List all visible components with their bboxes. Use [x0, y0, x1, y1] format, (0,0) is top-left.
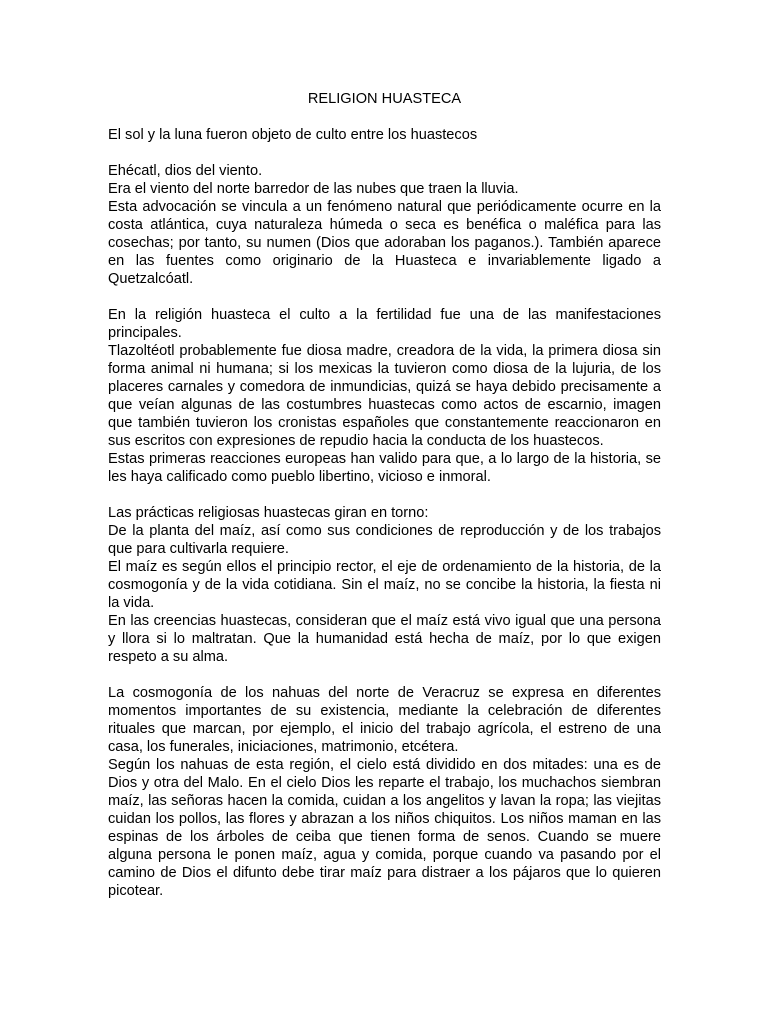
paragraph-cielo: Según los nahuas de esta región, el cielo está dividido en dos mitades: una es de Dios y otra del Malo. En el cielo Dios les reparte el trabajo, los muchachos siembran maíz, las señoras hacen la comida, cuidan a los angelitos y lavan la ropa; las viejitas cuidan los pollos, las flores y abrazan a los niños chiquitos. Los niños maman en las espinas de los árboles de ceiba que tienen forma de senos. Cuando se muere alguna persona le ponen maíz, agua y comida, porque cuando va pasando por el camino de Dios el difunto debe tirar maíz para distraer a los pájaros que lo quieren picotear. — [108, 757, 661, 899]
paragraph-gap — [108, 144, 661, 162]
paragraph-gap — [108, 288, 661, 306]
paragraph-principio-rector: El maíz es según ellos el principio rector, el eje de ordenamiento de la historia, de la cosmogonía y de la vida cotidiana. Sin el maíz, no se concibe la historia, la fiesta ni la vida. — [108, 559, 661, 611]
paragraph-tlazolteotl: Tlazoltéotl probablemente fue diosa madre, creadora de la vida, la primera diosa sin forma animal ni humana; si los mexicas la tuvieron como diosa de la lujuria, de los placeres carnales y comedora de inmundicias, quizá se haya debido precisamente a que veían algunas de las costumbres huastecas como actos de escarnio, imagen que también tuvieron los cronistas españoles que constantemente reaccionaron en sus escritos con expresiones de repudio hacia la conducta de los huastecos. — [108, 343, 661, 449]
paragraph-practicas: Las prácticas religiosas huastecas giran en torno: — [108, 505, 429, 521]
document-body — [108, 90, 661, 900]
paragraph-creencias: En las creencias huastecas, consideran que el maíz está vivo igual que una persona y llora si lo maltratan. Que la humanidad está hecha de maíz, por lo que exigen respeto a su alma. — [108, 613, 661, 665]
paragraph-reacciones-europeas: Estas primeras reacciones europeas han valido para que, a lo largo de la historia, se les haya calificado como pueblo libertino, vicioso e inmoral. — [108, 451, 661, 485]
paragraph-cosmogonia: La cosmogonía de los nahuas del norte de Veracruz se expresa en diferentes momentos importantes de su existencia, mediante la celebración de diferentes rituales que marcan, por ejemplo, el inicio del trabajo agrícola, el estreno de una casa, los funerales, iniciaciones, matrimonio, etcétera. — [108, 685, 661, 755]
paragraph-ehecatl: Ehécatl, dios del viento. — [108, 163, 263, 179]
paragraph-gap — [108, 486, 661, 504]
intro-paragraph: El sol y la luna fueron objeto de culto entre los huastecos — [108, 127, 478, 143]
paragraph-viento-norte: Era el viento del norte barredor de las nubes que traen la lluvia. — [108, 181, 519, 197]
paragraph-fertilidad: En la religión huasteca el culto a la fertilidad fue una de las manifestaciones principales. — [108, 307, 661, 341]
paragraph-advocacion: Esta advocación se vincula a un fenómeno natural que periódicamente ocurre en la costa atlántica, cuya naturaleza húmeda o seca es benéfica o maléfica para las cosechas; por tanto, su numen (Dios que adoraban los paganos.). También aparece en las fuentes como originario de la Huasteca e invariablemente ligado a Quetzalcóatl. — [108, 199, 661, 287]
document-title: RELIGION HUASTECA — [307, 91, 462, 107]
paragraph-planta-maiz: De la planta del maíz, así como sus condiciones de reproducción y de los trabajos que para cultivarla requiere. — [108, 523, 661, 557]
paragraph-gap — [108, 666, 661, 684]
